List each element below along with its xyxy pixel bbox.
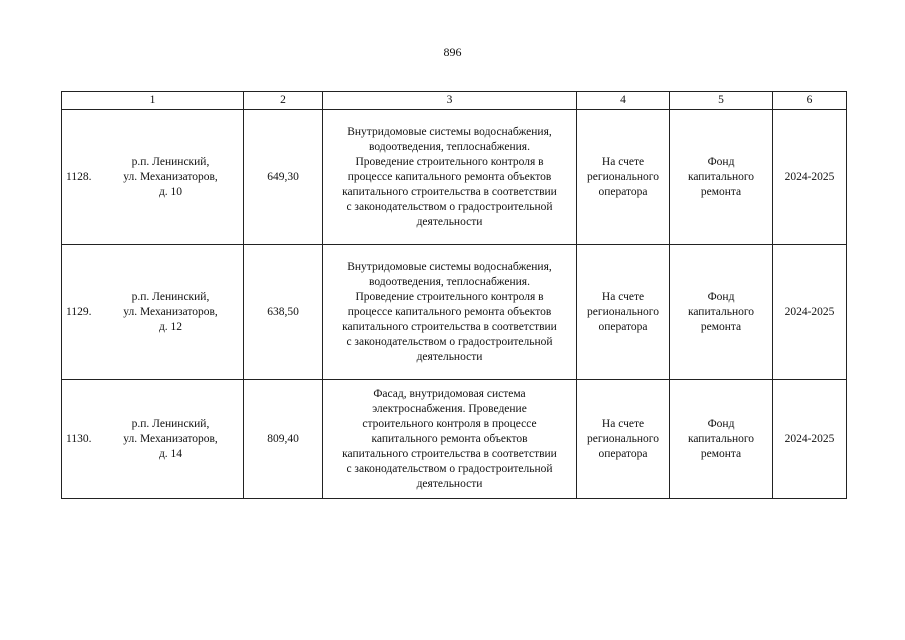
address-cell: [62, 110, 244, 245]
fund-line: капитального: [687, 432, 755, 445]
address-line: ул. Механизаторов,: [123, 170, 218, 183]
works-line: деятельности: [416, 477, 483, 490]
fund-cell: [670, 245, 773, 380]
works-line: капитального ремонта объектов: [371, 432, 528, 445]
works-line: Внутридомовые системы водоснабжения,: [347, 260, 552, 273]
fund-line: Фонд: [707, 155, 735, 168]
cost-cell: 649,30: [244, 110, 323, 245]
works-line: капитального строительства в соответствии: [342, 185, 557, 198]
address-cell: [62, 245, 244, 380]
row-number: 1128.: [66, 170, 92, 183]
fund-line: ремонта: [700, 185, 742, 198]
page-number: 896: [443, 45, 462, 59]
works-line: капитального строительства в соответствии: [342, 447, 557, 460]
fund-cell: [670, 380, 773, 499]
works-line: деятельности: [416, 350, 483, 363]
address-line: д. 14: [158, 447, 183, 460]
table-header-row: [62, 92, 847, 110]
fund-line: капитального: [687, 305, 755, 318]
address-line: ул. Механизаторов,: [123, 305, 218, 318]
works-line: деятельности: [416, 215, 483, 228]
fund-cell: [670, 110, 773, 245]
works-line: водоотведения, теплоснабжения.: [369, 275, 530, 288]
fund-line: Фонд: [707, 290, 735, 303]
column-header-4: 4: [577, 92, 670, 110]
row-number: 1130.: [66, 432, 92, 445]
address: [104, 417, 243, 462]
account-line: На счете: [601, 417, 645, 430]
works-line: процессе капитального ремонта объектов: [347, 170, 552, 183]
address-cell: [62, 380, 244, 499]
works-line: электроснабжения. Проведение: [372, 402, 527, 415]
column-header-1: 1: [62, 92, 244, 110]
account-cell: [577, 245, 670, 380]
works-line: водоотведения, теплоснабжения.: [369, 140, 530, 153]
works-cell: [323, 245, 577, 380]
repair-program-table: [61, 91, 847, 499]
column-header-3: 3: [323, 92, 577, 110]
table-row: [62, 380, 847, 499]
fund-line: капитального: [687, 170, 755, 183]
works-line: Фасад, внутридомовая система: [373, 387, 526, 400]
table-row: [62, 110, 847, 245]
works-line: Проведение строительного контроля в: [355, 290, 544, 303]
cost-cell: 638,50: [244, 245, 323, 380]
address-line: р.п. Ленинский,: [131, 417, 210, 430]
fund-line: ремонта: [700, 447, 742, 460]
works-line: капитального строительства в соответствии: [342, 320, 557, 333]
works-line: процессе капитального ремонта объектов: [347, 305, 552, 318]
works-cell: [323, 110, 577, 245]
address: [104, 290, 243, 335]
account-line: оператора: [598, 447, 648, 460]
row-number: 1129.: [66, 305, 92, 318]
address-line: р.п. Ленинский,: [131, 290, 210, 303]
works-line: Проведение строительного контроля в: [355, 155, 544, 168]
account-line: регионального: [587, 432, 659, 445]
works-line: Внутридомовые системы водоснабжения,: [347, 125, 552, 138]
address-line: д. 12: [158, 320, 183, 333]
account-line: оператора: [598, 320, 648, 333]
works-line: с законодательством о градостроительной: [346, 200, 553, 213]
column-header-5: 5: [670, 92, 773, 110]
works-line: с законодательством о градостроительной: [346, 335, 553, 348]
account-line: регионального: [587, 305, 659, 318]
fund-line: Фонд: [707, 417, 735, 430]
works-line: строительного контроля в процессе: [362, 417, 537, 430]
account-cell: [577, 110, 670, 245]
table-row: [62, 245, 847, 380]
account-cell: [577, 380, 670, 499]
account-line: оператора: [598, 185, 648, 198]
account-line: На счете: [601, 155, 645, 168]
works-line: с законодательством о градостроительной: [346, 462, 553, 475]
cost-cell: 809,40: [244, 380, 323, 499]
column-header-2: 2: [244, 92, 323, 110]
works-cell: [323, 380, 577, 499]
period-cell: 2024-2025: [773, 245, 847, 380]
address: [104, 155, 243, 200]
period-cell: 2024-2025: [773, 110, 847, 245]
account-line: регионального: [587, 170, 659, 183]
address-line: д. 10: [158, 185, 183, 198]
fund-line: ремонта: [700, 320, 742, 333]
column-header-6: 6: [773, 92, 847, 110]
account-line: На счете: [601, 290, 645, 303]
address-line: ул. Механизаторов,: [123, 432, 218, 445]
period-cell: 2024-2025: [773, 380, 847, 499]
address-line: р.п. Ленинский,: [131, 155, 210, 168]
